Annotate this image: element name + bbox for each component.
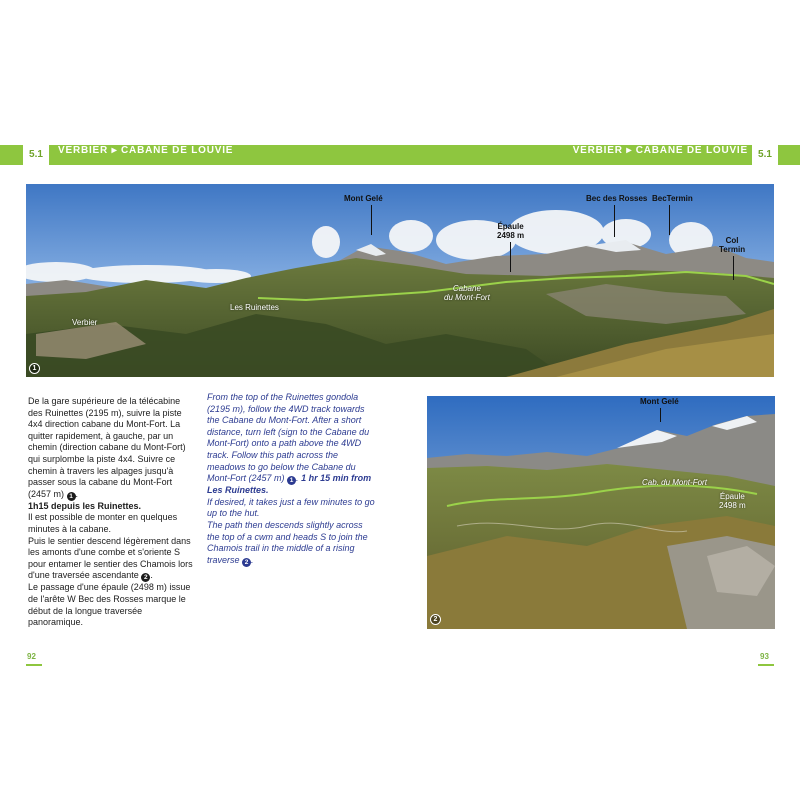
fr-duration: 1h15 depuis les Ruinettes.: [28, 500, 142, 511]
panorama-photo: [26, 184, 774, 377]
panorama-image: [26, 184, 774, 377]
marker-epaule: [510, 242, 511, 272]
fr-paragraph-1: De la gare supérieure de la télécabine des Ruinettes (2195 m), suivre la piste 4x4 direction cabane du Mont-Fort. La quitter rapidement, à gauche, par un chemin (direction cabane du Mont-Fort) qui surplombe la piste 4x4. Suivre ce chemin à travers les alpages jusqu'à passer sous la cabane du Mont-Fort (2457 m) 1 . 1h15 depuis les Ruinettes.: [28, 396, 186, 511]
peak-marker-mont-gele-2: [660, 408, 661, 422]
label-col-termin: Col Termin: [719, 236, 746, 254]
running-title-right: VERBIER ▸ CABANE DE LOUVIE: [572, 145, 748, 156]
peak-marker-bec-termin: [669, 205, 670, 235]
french-text-column: [28, 396, 196, 629]
route-image: [427, 396, 775, 629]
peak-label-bec-termin: BecTermin: [652, 194, 693, 203]
photo-number-badge-2: 2: [430, 614, 441, 625]
running-title-left: VERBIER ▸ CABANE DE LOUVIE: [58, 145, 234, 156]
label-epaule: Épaule 2498 m: [497, 222, 525, 240]
peak-label-mont-gele: Mont Gelé: [344, 194, 383, 203]
en-paragraph-3: The path then descends slightly across the top of a cwm and heads S to join the Chamois trail in the middle of a rising traverse 2 .: [207, 519, 368, 566]
step-marker-2: 2: [141, 573, 150, 582]
label-les-ruinettes: Les Ruinettes: [230, 303, 279, 312]
en-duration: 1 hr 15 min from Les Ruinettes.: [207, 473, 372, 496]
step-marker-2: 2: [242, 558, 251, 567]
label-cab-mont-fort: Cab. du Mont-Fort: [642, 478, 707, 487]
label-cabane-mont-fort: Cabane du Mont-Fort: [444, 284, 490, 302]
peak-label-mont-gele-2: Mont Gelé: [640, 397, 679, 406]
label-epaule-2: Épaule 2498 m: [719, 492, 746, 510]
page-number-rule-right: [758, 664, 774, 666]
label-verbier: Verbier: [72, 318, 98, 327]
fr-paragraph-4: Le passage d'une épaule (2498 m) issue de l'arête W Bec des Rosses marque le début de la longue traversée panoramique.: [28, 582, 191, 628]
marker-col-termin: [733, 256, 734, 280]
step-marker-1: 1: [287, 476, 296, 485]
peak-label-bec-des-rosses: Bec des Rosses: [586, 194, 648, 203]
step-marker-1: 1: [67, 492, 76, 501]
page-number-right: 93: [760, 652, 769, 661]
section-tab-right: 5.1: [752, 145, 778, 165]
route-photo: [427, 396, 775, 629]
fr-paragraph-2: Il est possible de monter en quelques minutes à la cabane.: [28, 512, 178, 534]
fr-paragraph-3: Puis le sentier descend légèrement dans les amonts d'une combe et s'oriente S pour entamer le sentier des Chamois lors d'une traversée ascendante 2 .: [28, 535, 193, 582]
section-tab-left: 5.1: [23, 145, 49, 165]
peak-marker-mont-gele: [371, 205, 372, 235]
en-paragraph-1: From the top of the Ruinettes gondola (2195 m), follow the 4WD track towards the Cabane du Mont-Fort. After a short distance, turn left (sign to the Cabane du Mont-Fort) onto a path above the 4WD track. Follow this path across the meadows to go below the Cabane du Mont-Fort (2457 m) 1 . 1 hr 15 min from Les Ruinettes.: [207, 392, 372, 496]
page-number-rule-left: [26, 664, 42, 666]
page-number-left: 92: [27, 652, 36, 661]
photo-number-badge-1: 1: [29, 363, 40, 374]
english-text-column: [207, 392, 375, 567]
en-paragraph-2: If desired, it takes just a few minutes to go up to the hut.: [207, 496, 375, 519]
peak-marker-bec-des-rosses: [614, 205, 615, 237]
